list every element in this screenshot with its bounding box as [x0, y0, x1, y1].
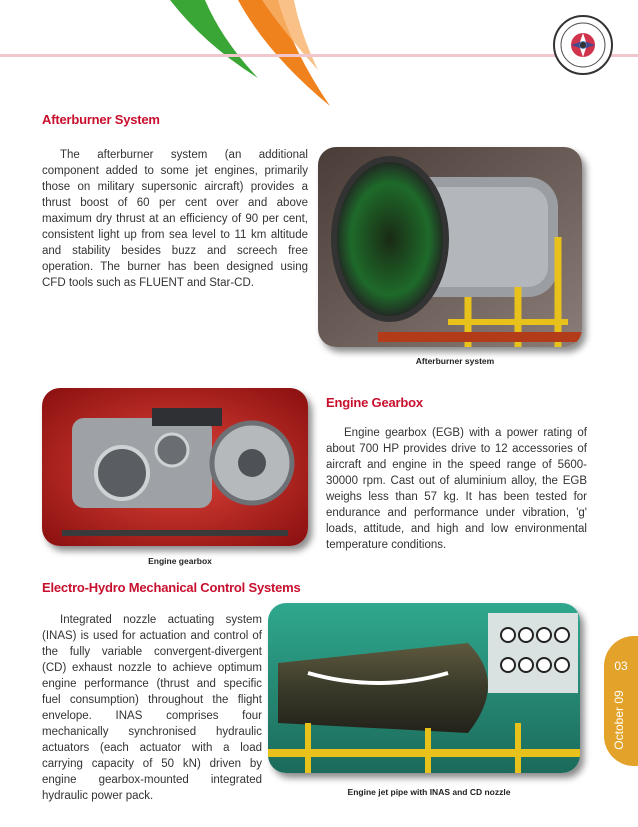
section-title-afterburner: Afterburner System [42, 112, 160, 127]
afterburner-body-text: The afterburner system (an additional component added to some jet engines, primarily those on military supersonic aircraft) provides a thrust boost of 60 per cent over and above maximum dry thrust at an efficiency of 90 per cent, consistent light up from sea level to 11 km altitude and stability besides buzz and screech free operation. The burner has been designed using CFD tools such as FLUENT and Star-CD. [42, 149, 308, 289]
engine-jet-pipe-caption: Engine jet pipe with INAS and CD nozzle [347, 787, 511, 797]
afterburner-caption: Afterburner system [415, 356, 495, 366]
engine-gearbox-photo [42, 388, 308, 546]
engine-gearbox-caption: Engine gearbox [148, 556, 212, 566]
header-divider [0, 54, 638, 57]
control-systems-body-text: Integrated nozzle actuating system (INAS) is used for actuation and control of the fully variable convergent-divergent (CD) exhaust nozzle to achieve optimum engine performance (thrust and specific fuel consumption) throughout the flight envelope. INAS comprises four mechanically synchronised hydraulic actuators (each actuator with a load carrying capacity of 50 kN) driven by engine gearbox-mounted integrated hydraulic power pack. [42, 614, 262, 802]
issue-date: October 09 [612, 690, 626, 750]
section-title-engine-gearbox: Engine Gearbox [326, 395, 423, 410]
engine-jet-pipe-photo [268, 603, 580, 773]
engine-gearbox-body-text: Engine gearbox (EGB) with a power rating of about 700 HP provides drive to 12 accessories of aircraft and engine in the speed range of 5600-30000 rpm. Cast out of aluminium alloy, the EGB weighs less than 57 kg. It has been tested for endurance and performance under vibration, 'g' loads, attitude, and high and low environmental temperature conditions. [326, 427, 587, 551]
drdo-emblem-icon [552, 14, 614, 76]
section-title-control-systems: Electro-Hydro Mechanical Control Systems [42, 580, 301, 595]
page-number: 03 [614, 659, 628, 673]
afterburner-photo [318, 147, 582, 347]
